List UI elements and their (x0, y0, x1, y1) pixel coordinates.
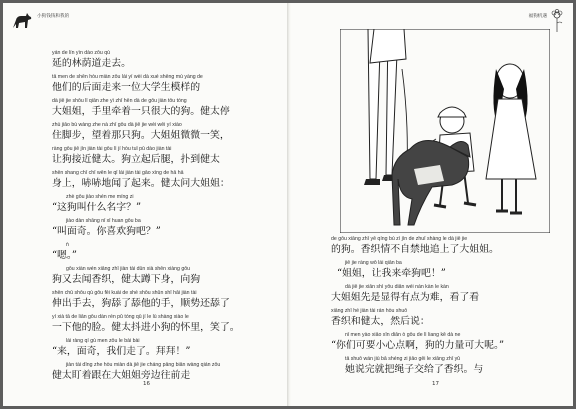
hanzi-line: 大姐姐先是显得有点为难，看了看 (331, 292, 480, 303)
pinyin-line: gǒu xiàn wén xiǎng zhī jiàn tài dūn xià shēn xiàng gǒu (66, 266, 191, 272)
running-head: 福狗机遇 (528, 14, 547, 19)
right-page (291, 3, 573, 406)
pinyin-line: ǹ (66, 242, 69, 248)
flower-ornament-icon (549, 9, 565, 33)
hanzi-line: 他们的后面走来一位大学生模样的 (52, 82, 201, 93)
hanzi-line: 一下他的脸。健太抖进小狗的怀里，笑了。 (52, 322, 240, 333)
page-number: 17 (432, 381, 439, 387)
hanzi-line: “姐姐，让我来牵狗吧！” (337, 268, 446, 279)
hanzi-line: 住脚步，望着那只狗。大姐姐微微一笑， (52, 130, 230, 141)
hanzi-line: “叫面奇。你喜欢狗吧？” (52, 226, 161, 237)
hanzi-line: 她说完就把绳子交给了香织。与 (345, 364, 484, 375)
pinyin-line: jiě jie ràng wǒ lái qiān ba (345, 260, 402, 266)
hanzi-line: “嗯。” (52, 250, 77, 261)
hanzi-line: “这狗叫什么名字？” (52, 202, 142, 213)
pinyin-line: tā shuō wán jiù bǎ shéng zi jiāo gěi le xiāng zhī yǔ (345, 356, 461, 362)
pinyin-line: jiàn tài dīng zhe hòu miàn dà jiě jie cháng pāng biān wàng qián zǒu (66, 362, 221, 368)
hanzi-line: 健太盯着跟在大姐姐旁边往前走 (52, 370, 191, 381)
hanzi-line: 狗又去闻香织，健太蹲下身，向狗 (52, 274, 201, 285)
pinyin-line: ràng gǒu jiē jìn jiàn tài gǒu lì jí hòu tuǐ pū dào jiàn tài (52, 146, 172, 152)
hanzi-line: 伸出手去，狗舔了舔他的手，顺势还舔了 (52, 298, 230, 309)
pinyin-line: dà jiě jie shǒu lǐ qiān zhe yì zhī hěn dà de gǒu jiàn tōu tóng (52, 98, 187, 104)
pinyin-line: zhù jiǎo bù wàng zhe nà zhī gǒu dà jiě jie wèi wēi yí xiào (52, 122, 182, 128)
pinyin-line: dà jiě jie xiān shì yǒu diǎn wéi nán kàn le kàn (345, 284, 449, 290)
hanzi-line: 大姐姐，手里牵着一只很大的狗。健太停 (52, 106, 230, 117)
hanzi-line: “来，面奇，我们走了。拜拜！” (52, 346, 191, 357)
hanzi-line: 香织和健太，然后说： (331, 316, 430, 327)
hanzi-line: 让狗接近健太。狗立起后腿，扑到健太 (52, 154, 220, 165)
pinyin-line: yán de lín yìn dào zǒu qù (52, 50, 110, 56)
book-spread (3, 3, 573, 406)
pinyin-line: nǐ men yào xiǎo xīn diǎn ò gǒu de lì liang kě dà ne (345, 332, 461, 338)
pinyin-line: jiào dàn shāng nǐ xǐ huan gǒu ba (66, 218, 141, 224)
running-head: 小狗钱钱和我的 (37, 14, 70, 19)
pinyin-line: zhè gǒu jiào shén me míng zi (66, 194, 134, 200)
hanzi-line: “你们可要小心点啊，狗的力量可大呢。” (331, 340, 505, 351)
pinyin-line: yí xià tā de liǎn gǒu dàn rén pǔ tóng qū jí le lù shàng xiào le (52, 314, 189, 320)
pinyin-line: lái ràng qí gù men zǒu le bài bài (66, 338, 140, 344)
hanzi-line: 的狗。香织情不自禁地追上了大姐姐。 (331, 244, 499, 255)
pinyin-line: shēn chū shǒu qù gǒu fēi kuài de shé shǒu shǔn shī hǎi jiàn tài (52, 290, 197, 296)
pinyin-line: de gǒu xiāng zhī yě qíng bú zì jìn de zhuī shàng le dà jiě jie (331, 236, 468, 242)
page-number: 16 (143, 381, 150, 387)
hanzi-line: 延的林荫道走去。 (52, 58, 132, 69)
pinyin-line: shēn shang chī chī wěn le qǐ lái jiàn tài gāo xìng de hā hā (52, 170, 184, 176)
children-with-dog-illustration (340, 29, 550, 233)
pinyin-line: tā men de shēn hòu miàn zǒu lái yí wèi dà xué shēng mú yàng de (52, 74, 203, 80)
left-page (3, 3, 287, 406)
dog-silhouette-icon (11, 10, 33, 30)
hanzi-line: 身上，哧哧地闻了起来。健太问大姐姐： (52, 178, 230, 189)
pinyin-line: xiāng zhī hé jiàn tài rán hòu shuō (331, 308, 408, 314)
